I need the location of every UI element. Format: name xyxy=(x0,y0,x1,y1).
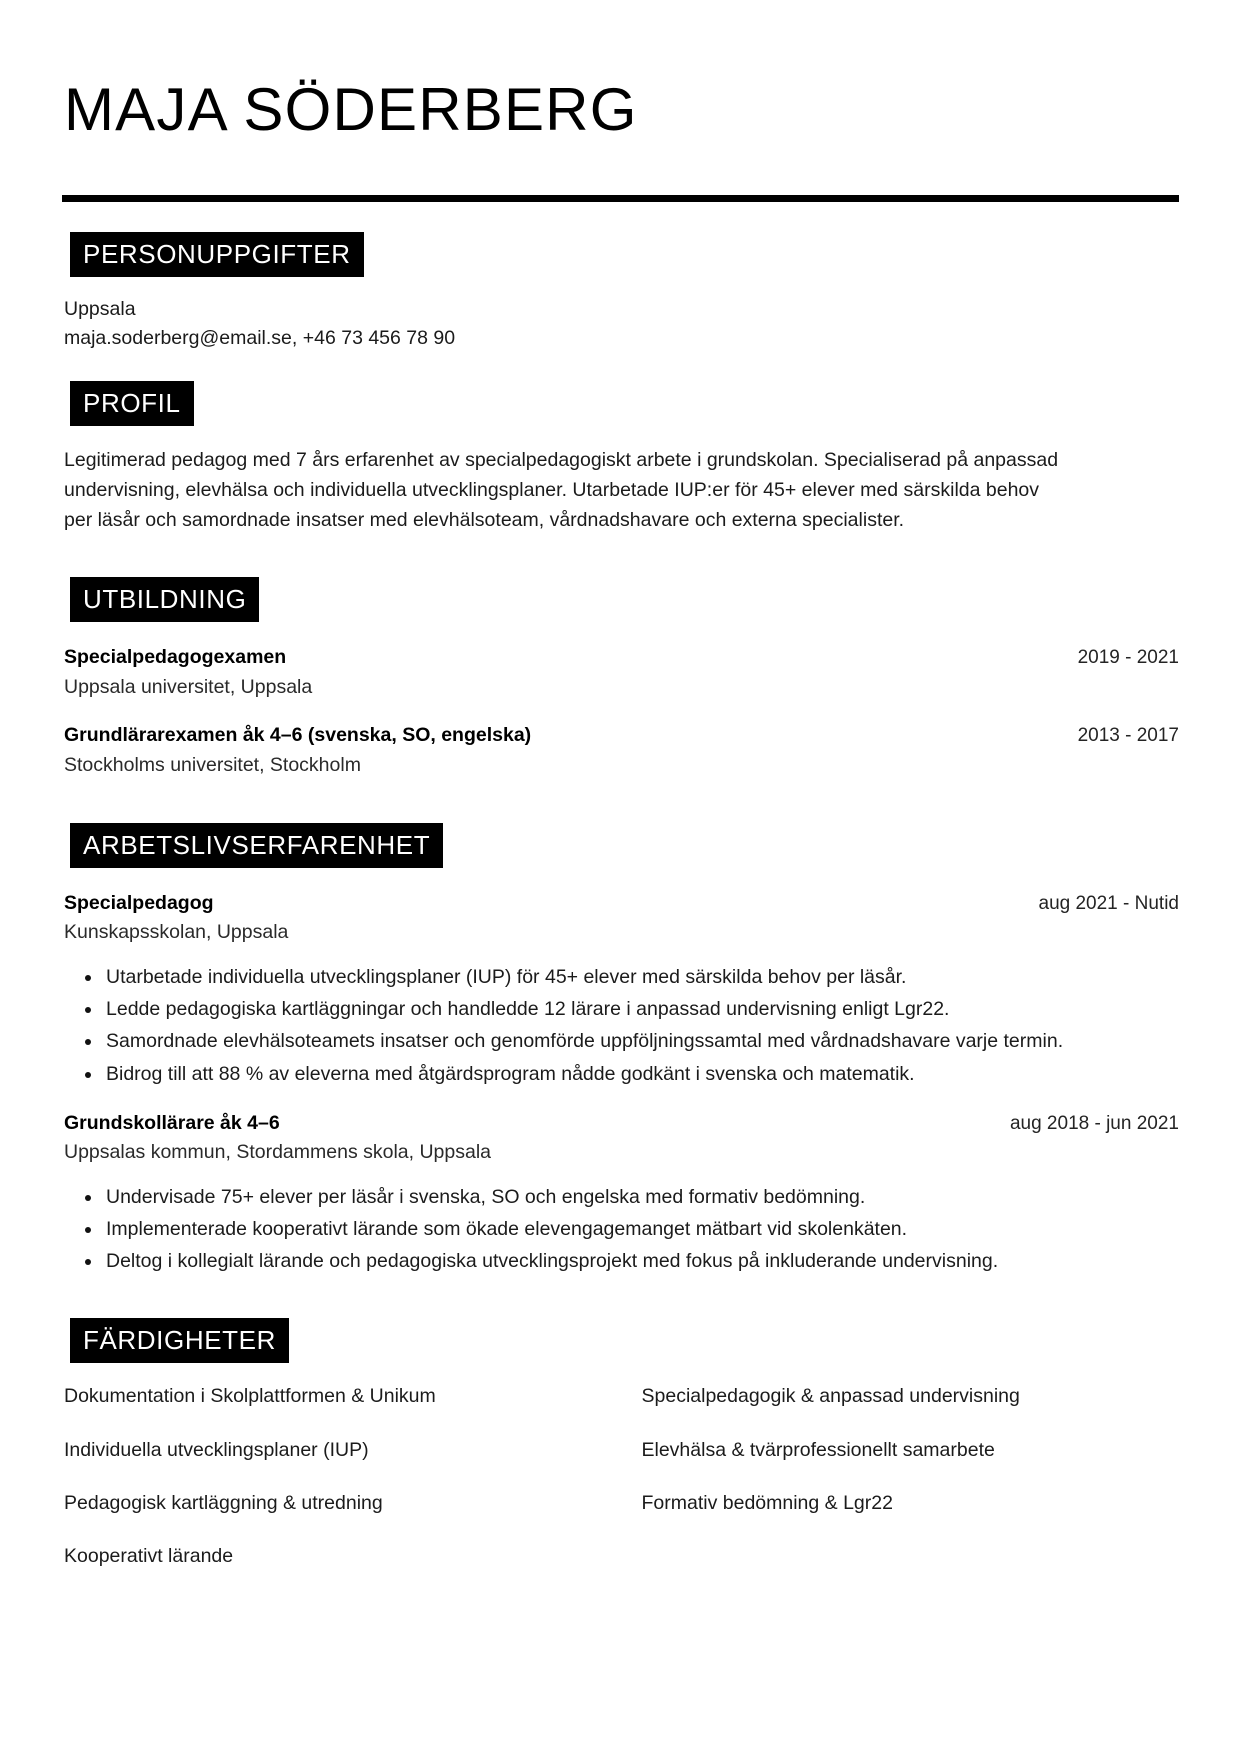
skill-item: Kooperativt lärande xyxy=(64,1545,234,1568)
entry-header xyxy=(64,644,1179,672)
list-item: Undervisade 75+ elever per läsår i svenska, SO och engelska med formativ bedömning. xyxy=(102,1183,1179,1212)
list-item: Deltog i kollegialt lärande och pedagogiska utvecklingsprojekt med fokus på inkluderande undervisning. xyxy=(102,1247,1179,1276)
section-profile xyxy=(62,381,1179,536)
skills-grid xyxy=(64,1383,1179,1596)
experience-entry xyxy=(64,1110,1179,1277)
section-work-experience xyxy=(62,823,1179,1276)
skill-item: Individuella utvecklingsplaner (IUP) xyxy=(64,1438,369,1461)
section-heading-personal: PERSONUPPGIFTER xyxy=(70,232,364,277)
section-education xyxy=(62,577,1179,779)
list-item: Bidrog till att 88 % av eleverna med åtgärdsprogram nådde godkänt i svenska och matematik. xyxy=(102,1060,1179,1089)
education-dates: 2013 - 2017 xyxy=(1077,725,1179,747)
section-heading-profile: PROFIL xyxy=(70,381,194,426)
skill-item: Formativ bedömning & Lgr22 xyxy=(641,1491,893,1514)
profile-summary-text: Legitimerad pedagog med 7 års erfarenhet av specialpedagogiskt arbete i grundskolan. Specialiserad på anpassad undervisning, elevhälsa och individuella utvecklingsplaner. Utarbetade IUP:er för 45+ elever med särskilda behov per läsår och samordnade insatser med elevhälsoteam, vårdnadshavare och externa specialister. xyxy=(64,448,1059,531)
skills-column-left xyxy=(64,1383,602,1596)
skills-column-right xyxy=(642,1383,1180,1596)
skill-item: Elevhälsa & tvärprofessionellt samarbete xyxy=(641,1438,995,1461)
job-dates: aug 2021 - Nutid xyxy=(1038,892,1179,914)
education-institution: Uppsala universitet, Uppsala xyxy=(64,675,313,698)
section-heading-wrap xyxy=(62,823,1179,868)
section-heading-education: UTBILDNING xyxy=(70,577,259,622)
job-title: Grundskollärare åk 4–6 xyxy=(64,1111,280,1134)
section-heading-wrap xyxy=(62,1318,1179,1363)
section-skills xyxy=(62,1318,1179,1596)
skill-item: Specialpedagogik & anpassad undervisning xyxy=(641,1385,1020,1408)
entry-header xyxy=(64,722,1179,750)
skill-item: Pedagogisk kartläggning & utredning xyxy=(64,1491,383,1514)
job-title: Specialpedagog xyxy=(64,891,214,914)
education-degree: Specialpedagogexamen xyxy=(64,646,287,669)
education-institution: Stockholms universitet, Stockholm xyxy=(64,753,361,776)
education-degree: Grundlärarexamen åk 4–6 (svenska, SO, engelska) xyxy=(64,724,532,747)
section-heading-experience: ARBETSLIVSERFARENHET xyxy=(70,823,443,868)
list-item: Samordnade elevhälsoteamets insatser och genomförde uppföljningssamtal med vårdnadshavare varje termin. xyxy=(102,1027,1179,1056)
section-heading-wrap xyxy=(62,577,1179,622)
experience-entry xyxy=(64,890,1179,1089)
job-dates: aug 2018 - jun 2021 xyxy=(1009,1112,1179,1134)
job-responsibility-list xyxy=(64,1183,1179,1277)
entry-header xyxy=(64,1110,1179,1138)
contact-location: Uppsala xyxy=(64,297,136,320)
education-dates: 2019 - 2021 xyxy=(1077,647,1179,669)
section-personal-details xyxy=(62,232,1179,353)
job-employer: Kunskapsskolan, Uppsala xyxy=(64,921,289,944)
entry-header xyxy=(64,890,1179,918)
skill-item: Dokumentation i Skolplattformen & Unikum xyxy=(64,1385,436,1408)
header-divider xyxy=(62,195,1179,202)
contact-email-phone: maja.soderberg@email.se, +46 73 456 78 90 xyxy=(64,326,456,349)
contact-block xyxy=(64,295,1179,353)
page-title: MAJA SÖDERBERG xyxy=(64,76,638,143)
education-entry xyxy=(64,644,1179,701)
education-entry xyxy=(64,722,1179,779)
list-item: Implementerade kooperativt lärande som ökade elevengagemanget mätbart vid skolenkäten. xyxy=(102,1215,1179,1244)
section-heading-skills: FÄRDIGHETER xyxy=(70,1318,289,1363)
job-employer: Uppsalas kommun, Stordammens skola, Uppsala xyxy=(64,1141,492,1164)
list-item: Utarbetade individuella utvecklingsplaner (IUP) för 45+ elever med särskilda behov per läsår. xyxy=(102,963,1179,992)
list-item: Ledde pedagogiska kartläggningar och handledde 12 lärare i anpassad undervisning enligt Lgr22. xyxy=(102,995,1179,1024)
section-heading-wrap xyxy=(62,381,1179,426)
section-heading-wrap xyxy=(62,232,1179,277)
job-responsibility-list xyxy=(64,963,1179,1089)
